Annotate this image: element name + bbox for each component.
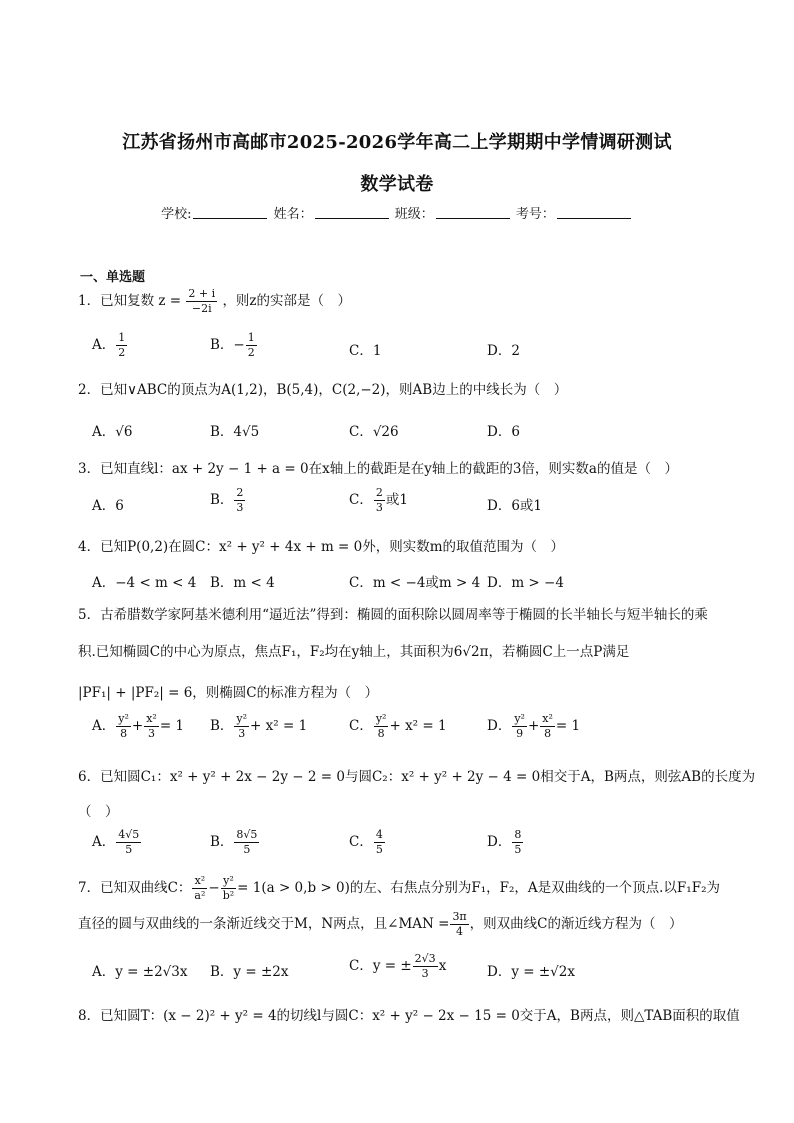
question-5-line-3: |PF₁| + |PF₂| = 6，则椭圆C的标准方程为（ ） bbox=[78, 685, 379, 701]
question-6-line-2: （ ） bbox=[78, 804, 119, 820]
q6-option-c[interactable] bbox=[349, 828, 386, 857]
frac-den: 3 bbox=[148, 726, 155, 740]
frac-den: 8 bbox=[377, 726, 385, 740]
option-label: A． bbox=[92, 336, 116, 353]
option-fraction bbox=[374, 828, 385, 857]
option-suffix: 或1 bbox=[385, 491, 408, 508]
frac-num: 2 bbox=[375, 486, 383, 499]
question-3: 3．已知直线l：ax + 2y − 1 + a = 0在x轴上的截距是在y轴上的截距的3倍，则实数a的值是（ ） bbox=[78, 461, 678, 477]
question-7-line-2 bbox=[78, 910, 683, 939]
option-label: B． bbox=[210, 336, 234, 353]
frac-den: 2 bbox=[118, 345, 126, 359]
q4-option-b[interactable]: B．m < 4 bbox=[210, 575, 275, 591]
school-label: 学校: bbox=[161, 207, 192, 222]
q2-option-b[interactable]: B．4√5 bbox=[210, 424, 260, 440]
frac-num: 4 bbox=[375, 828, 383, 841]
student-info-fields bbox=[0, 203, 794, 222]
frac-num: x² bbox=[542, 712, 553, 725]
question-5-line-1: 5．古希腊数学家阿基米德利用“逼近法”得到：椭圆的面积除以圆周率等于椭圆的长半轴长与短半轴长的乘 bbox=[78, 607, 708, 623]
q7-text-d: ，则双曲线C的渐近线方程为（ ） bbox=[469, 915, 683, 932]
option-fraction bbox=[234, 712, 249, 741]
q6-options bbox=[92, 828, 712, 868]
frac-den: 5 bbox=[514, 842, 522, 856]
frac-den: 3 bbox=[236, 500, 244, 514]
option-fraction bbox=[234, 486, 245, 515]
question-4: 4．已知P(0,2)在圆C：x² + y² + 4x + m = 0外，则实数m的取值范围为（ ） bbox=[78, 539, 565, 555]
q2-option-a[interactable]: A．√6 bbox=[92, 424, 133, 440]
option-fraction bbox=[246, 331, 257, 360]
q6-option-a[interactable] bbox=[92, 828, 142, 857]
frac-den: 3 bbox=[421, 966, 429, 980]
name-blank[interactable] bbox=[315, 206, 389, 219]
q7-option-c[interactable] bbox=[349, 952, 446, 981]
frac-den: 5 bbox=[125, 842, 133, 856]
frac-num: y² bbox=[236, 712, 248, 725]
frac-den: 5 bbox=[243, 842, 251, 856]
option-label: A． bbox=[92, 833, 116, 850]
q1-expr: z = bbox=[158, 292, 182, 309]
option-label: B． bbox=[210, 717, 234, 734]
q7-text-a: 7．已知双曲线C： bbox=[78, 879, 192, 896]
option-label: D． bbox=[487, 833, 512, 850]
q3-option-a[interactable]: A．6 bbox=[92, 498, 124, 514]
option-label: C．y = ± bbox=[349, 957, 412, 974]
frac-num: y² bbox=[375, 712, 387, 725]
exam-number-label: 考号： bbox=[515, 207, 555, 222]
option-label: C． bbox=[349, 491, 373, 508]
section-title: 一、单选题 bbox=[80, 270, 146, 285]
q5-option-b[interactable] bbox=[210, 712, 307, 741]
frac-num: 2 bbox=[236, 486, 244, 499]
q1-option-a[interactable] bbox=[92, 331, 128, 360]
q4-option-d[interactable]: D．m > −4 bbox=[487, 575, 564, 591]
option-fraction bbox=[540, 712, 555, 741]
option-label: C． bbox=[349, 833, 373, 850]
frac-num: 1 bbox=[247, 331, 255, 344]
exam-number-blank[interactable] bbox=[557, 206, 631, 219]
frac-num: 3π bbox=[452, 910, 467, 923]
option-operator: + bbox=[131, 717, 144, 734]
frac-num: x² bbox=[146, 712, 157, 725]
q1-text-end: ，则z的实部是（ ） bbox=[222, 292, 352, 309]
frac-den: 4 bbox=[456, 924, 464, 938]
option-fraction bbox=[512, 712, 527, 741]
frac-den: a² bbox=[194, 888, 206, 902]
q7-option-a[interactable]: A．y = ±2√3x bbox=[92, 964, 188, 980]
option-fraction bbox=[234, 828, 259, 857]
question-2: 2．已知∨ABC的顶点为A(1,2)，B(5,4)，C(2,−2)，则AB边上的中线长为（ ） bbox=[78, 382, 568, 398]
frac-num: 8 bbox=[514, 828, 522, 841]
frac-den: b² bbox=[222, 888, 235, 902]
frac-den: 3 bbox=[375, 500, 383, 514]
q7-option-d[interactable]: D．y = ±√2x bbox=[487, 964, 575, 980]
question-6-line-1: 6．已知圆C₁：x² + y² + 2x − 2y − 2 = 0与圆C₂：x² + y² + 2y − 4 = 0相交于A，B两点，则弦AB的长度为 bbox=[78, 769, 756, 785]
q1-option-d[interactable]: D．2 bbox=[487, 343, 520, 359]
q5-option-c[interactable] bbox=[349, 712, 447, 741]
option-label: A． bbox=[92, 717, 116, 734]
q3-option-c[interactable] bbox=[349, 486, 408, 515]
q4-option-a[interactable]: A．−4 < m < 4 bbox=[92, 575, 197, 591]
q1-text: 1．已知复数 bbox=[78, 292, 155, 309]
frac-den: 5 bbox=[375, 842, 383, 856]
q7-operator: − bbox=[208, 879, 220, 896]
q7-fraction-1 bbox=[192, 874, 207, 903]
q7-text-b: = 1(a > 0,b > 0)的左、右焦点分别为F₁，F₂，A是双曲线的一个顶点.以F₁F₂为 bbox=[237, 879, 720, 896]
option-fraction bbox=[413, 952, 438, 981]
option-tail: = 1 bbox=[555, 717, 581, 734]
option-tail: = 1 bbox=[159, 717, 185, 734]
question-7-line-1 bbox=[78, 874, 720, 903]
option-fraction bbox=[116, 712, 131, 741]
option-operator: + bbox=[527, 717, 540, 734]
frac-num: x² bbox=[192, 874, 207, 889]
q7-text-c: 直径的圆与双曲线的一条渐近线交于M，N两点，且∠MAN = bbox=[78, 915, 450, 932]
option-fraction bbox=[116, 828, 141, 857]
q3-options bbox=[92, 486, 712, 526]
q5-option-a[interactable] bbox=[92, 712, 184, 741]
q4-option-c[interactable]: C．m < −4或m > 4 bbox=[349, 575, 481, 591]
question-5-line-2: 积.已知椭圆C的中心为原点，焦点F₁，F₂均在y轴上，其面积为6√2π，若椭圆C上一点P满足 bbox=[78, 644, 630, 660]
option-fraction bbox=[374, 712, 389, 741]
q1-option-b[interactable] bbox=[210, 331, 258, 360]
option-label: C． bbox=[349, 717, 373, 734]
option-fraction bbox=[116, 331, 127, 360]
q3-option-d[interactable]: D．6或1 bbox=[487, 498, 543, 514]
question-1 bbox=[78, 287, 351, 316]
frac-num: y² bbox=[514, 712, 525, 725]
q7-fraction-3 bbox=[450, 910, 468, 939]
frac-num: 4√5 bbox=[118, 828, 140, 841]
q5-option-d[interactable] bbox=[487, 712, 580, 741]
q7-options bbox=[92, 952, 712, 992]
option-suffix: x bbox=[438, 957, 447, 974]
frac-num: y² bbox=[118, 712, 129, 725]
q6-option-d[interactable] bbox=[487, 828, 524, 857]
class-label: 班级： bbox=[394, 207, 434, 222]
school-blank[interactable] bbox=[193, 206, 267, 219]
option-tail: + x² = 1 bbox=[250, 717, 308, 734]
q1-frac-num: 2 + i bbox=[188, 287, 216, 300]
question-8: 8．已知圆T：(x − 2)² + y² = 4的切线l与圆C：x² + y² − 2x − 15 = 0交于A，B两点，则△TAB面积的取值 bbox=[78, 1008, 740, 1024]
frac-den: 2 bbox=[247, 345, 255, 359]
option-label: D． bbox=[487, 717, 512, 734]
option-prefix: − bbox=[233, 336, 245, 353]
exam-title: 江苏省扬州市高邮市2025-2026学年高二上学期期中学情调研测试 bbox=[122, 132, 672, 153]
name-label: 姓名： bbox=[273, 207, 313, 222]
frac-num: y² bbox=[221, 874, 236, 889]
q7-option-b[interactable]: B．y = ±2x bbox=[210, 964, 289, 980]
q1-option-c[interactable]: C．1 bbox=[349, 343, 382, 359]
exam-subtitle: 数学试卷 bbox=[360, 174, 434, 195]
frac-num: 1 bbox=[118, 331, 126, 344]
option-label: B． bbox=[210, 833, 234, 850]
frac-den: 9 bbox=[516, 726, 524, 740]
option-fraction bbox=[512, 828, 523, 857]
option-fraction bbox=[374, 486, 385, 515]
q6-option-b[interactable] bbox=[210, 828, 260, 857]
option-tail: + x² = 1 bbox=[389, 717, 447, 734]
class-blank[interactable] bbox=[436, 206, 510, 219]
frac-den: 8 bbox=[120, 726, 128, 740]
q1-options bbox=[92, 331, 712, 371]
q5-options bbox=[92, 712, 712, 752]
q1-fraction bbox=[186, 287, 217, 316]
q7-fraction-2 bbox=[221, 874, 236, 903]
q2-options bbox=[92, 420, 712, 460]
option-label: B． bbox=[210, 491, 234, 508]
frac-num: 8√5 bbox=[236, 828, 258, 841]
q2-option-d[interactable]: D．6 bbox=[487, 424, 520, 440]
q3-option-b[interactable] bbox=[210, 486, 246, 515]
frac-den: 3 bbox=[238, 726, 246, 740]
option-fraction bbox=[144, 712, 159, 741]
frac-den: 8 bbox=[544, 726, 552, 740]
frac-num: 2√3 bbox=[414, 952, 436, 965]
q1-frac-den: −2i bbox=[191, 301, 212, 315]
q2-option-c[interactable]: C．√26 bbox=[349, 424, 399, 440]
